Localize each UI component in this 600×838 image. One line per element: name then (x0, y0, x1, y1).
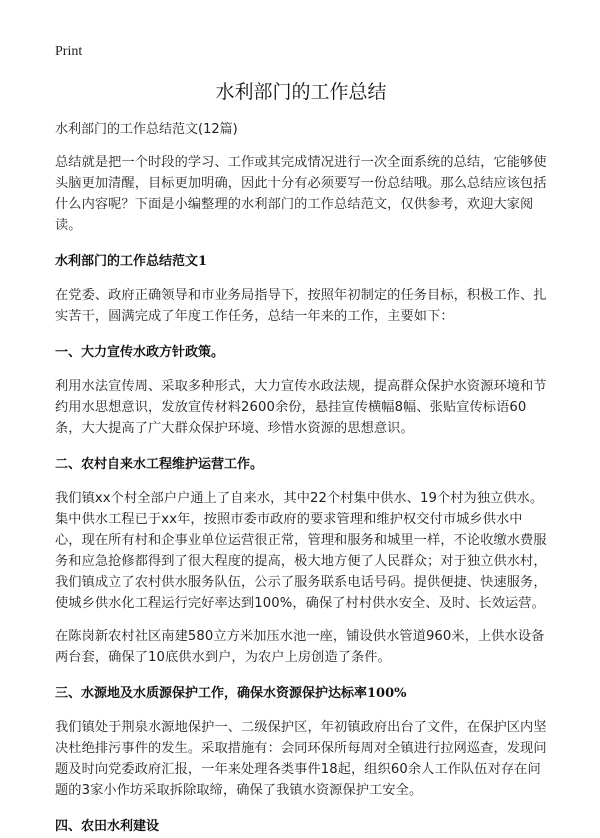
section-heading-water-supply: 二、农村自来水工程维护运营工作。 (55, 457, 264, 472)
section-paragraph: 我们镇xx个村全部户户通上了自来水，其中22个村集中供水、19个村为独立供水。集中供水工程已于xx年，按照市委市政府的要求管理和维护权交付市城乡供水中心，现在所有村和企事业单位运营很正常，管理和服务和城里一样，不论收缴水费服务和应急抢修都得到了很大程度的提高，极大地方便了人民群众；对于独立供水村，我们镇成立了农村供水服务队伍，公示了服务联系电话号码。提供便捷、快速服务，使城乡供水化工程运行完好率达到100%，确保了村村供水安全、及时、长效运营。 (55, 491, 547, 611)
section-heading-water-source: 三、水源地及水质源保护工作，确保水资源保护达标率100% (55, 686, 407, 701)
intro-paragraph: 总结就是把一个时段的学习、工作或其完成情况进行一次全面系统的总结，它能够使头脑更加清醒，目标更加明确，因此十分有必须要写一份总结哦。那么总结应该包括什么内容呢？下面是小编整理的水利部门的工作总结范文，仅供参考，欢迎大家阅读。 (55, 155, 547, 233)
print-link[interactable]: Print (55, 44, 83, 59)
document-body (55, 76, 547, 838)
section-paragraph: 在党委、政府正确领导和市业务局指导下，按照年初制定的任务目标，积极工作、扎实苦干，圆满完成了年度工作任务，总结一年来的工作，主要如下： (55, 288, 547, 324)
section-paragraph: 利用水法宣传周、采取多种形式，大力宣传水政法规，提高群众保护水资源环境和节约用水思想意识，发放宣传材料2600余份，悬挂宣传横幅8幅、张贴宣传标语60条，大大提高了广大群众保护环境、珍惜水资源的思想意识。 (55, 379, 547, 436)
section-heading-propaganda: 一、大力宣传水政方针政策。 (55, 345, 225, 360)
section-paragraph: 在陈岗新农村社区南建580立方米加压水池一座，铺设供水管道960米，上供水设备两台套，确保了10底供水到户，为农户上房创造了条件。 (55, 629, 545, 665)
section-heading-fanwen1: 水利部门的工作总结范文1 (55, 254, 208, 269)
section-paragraph: 我们镇处于荆泉水源地保护一、二级保护区，年初镇政府出台了文件，在保护区内坚决杜绝排污事件的发生。采取措施有：会同环保所每周对全镇进行拉网巡查，发现问题及时向党委政府汇报，一年来处理各类事件18起，组织60余人工作队伍对存在问题的3家小作坊采取拆除取缔，确保了我镇水资源保护工安全。 (55, 720, 547, 798)
document-title: 水利部门的工作总结 (215, 81, 387, 103)
document-subtitle: 水利部门的工作总结范文(12篇) (55, 122, 238, 137)
section-heading-farmland: 四、农田水利建设 (55, 819, 160, 834)
